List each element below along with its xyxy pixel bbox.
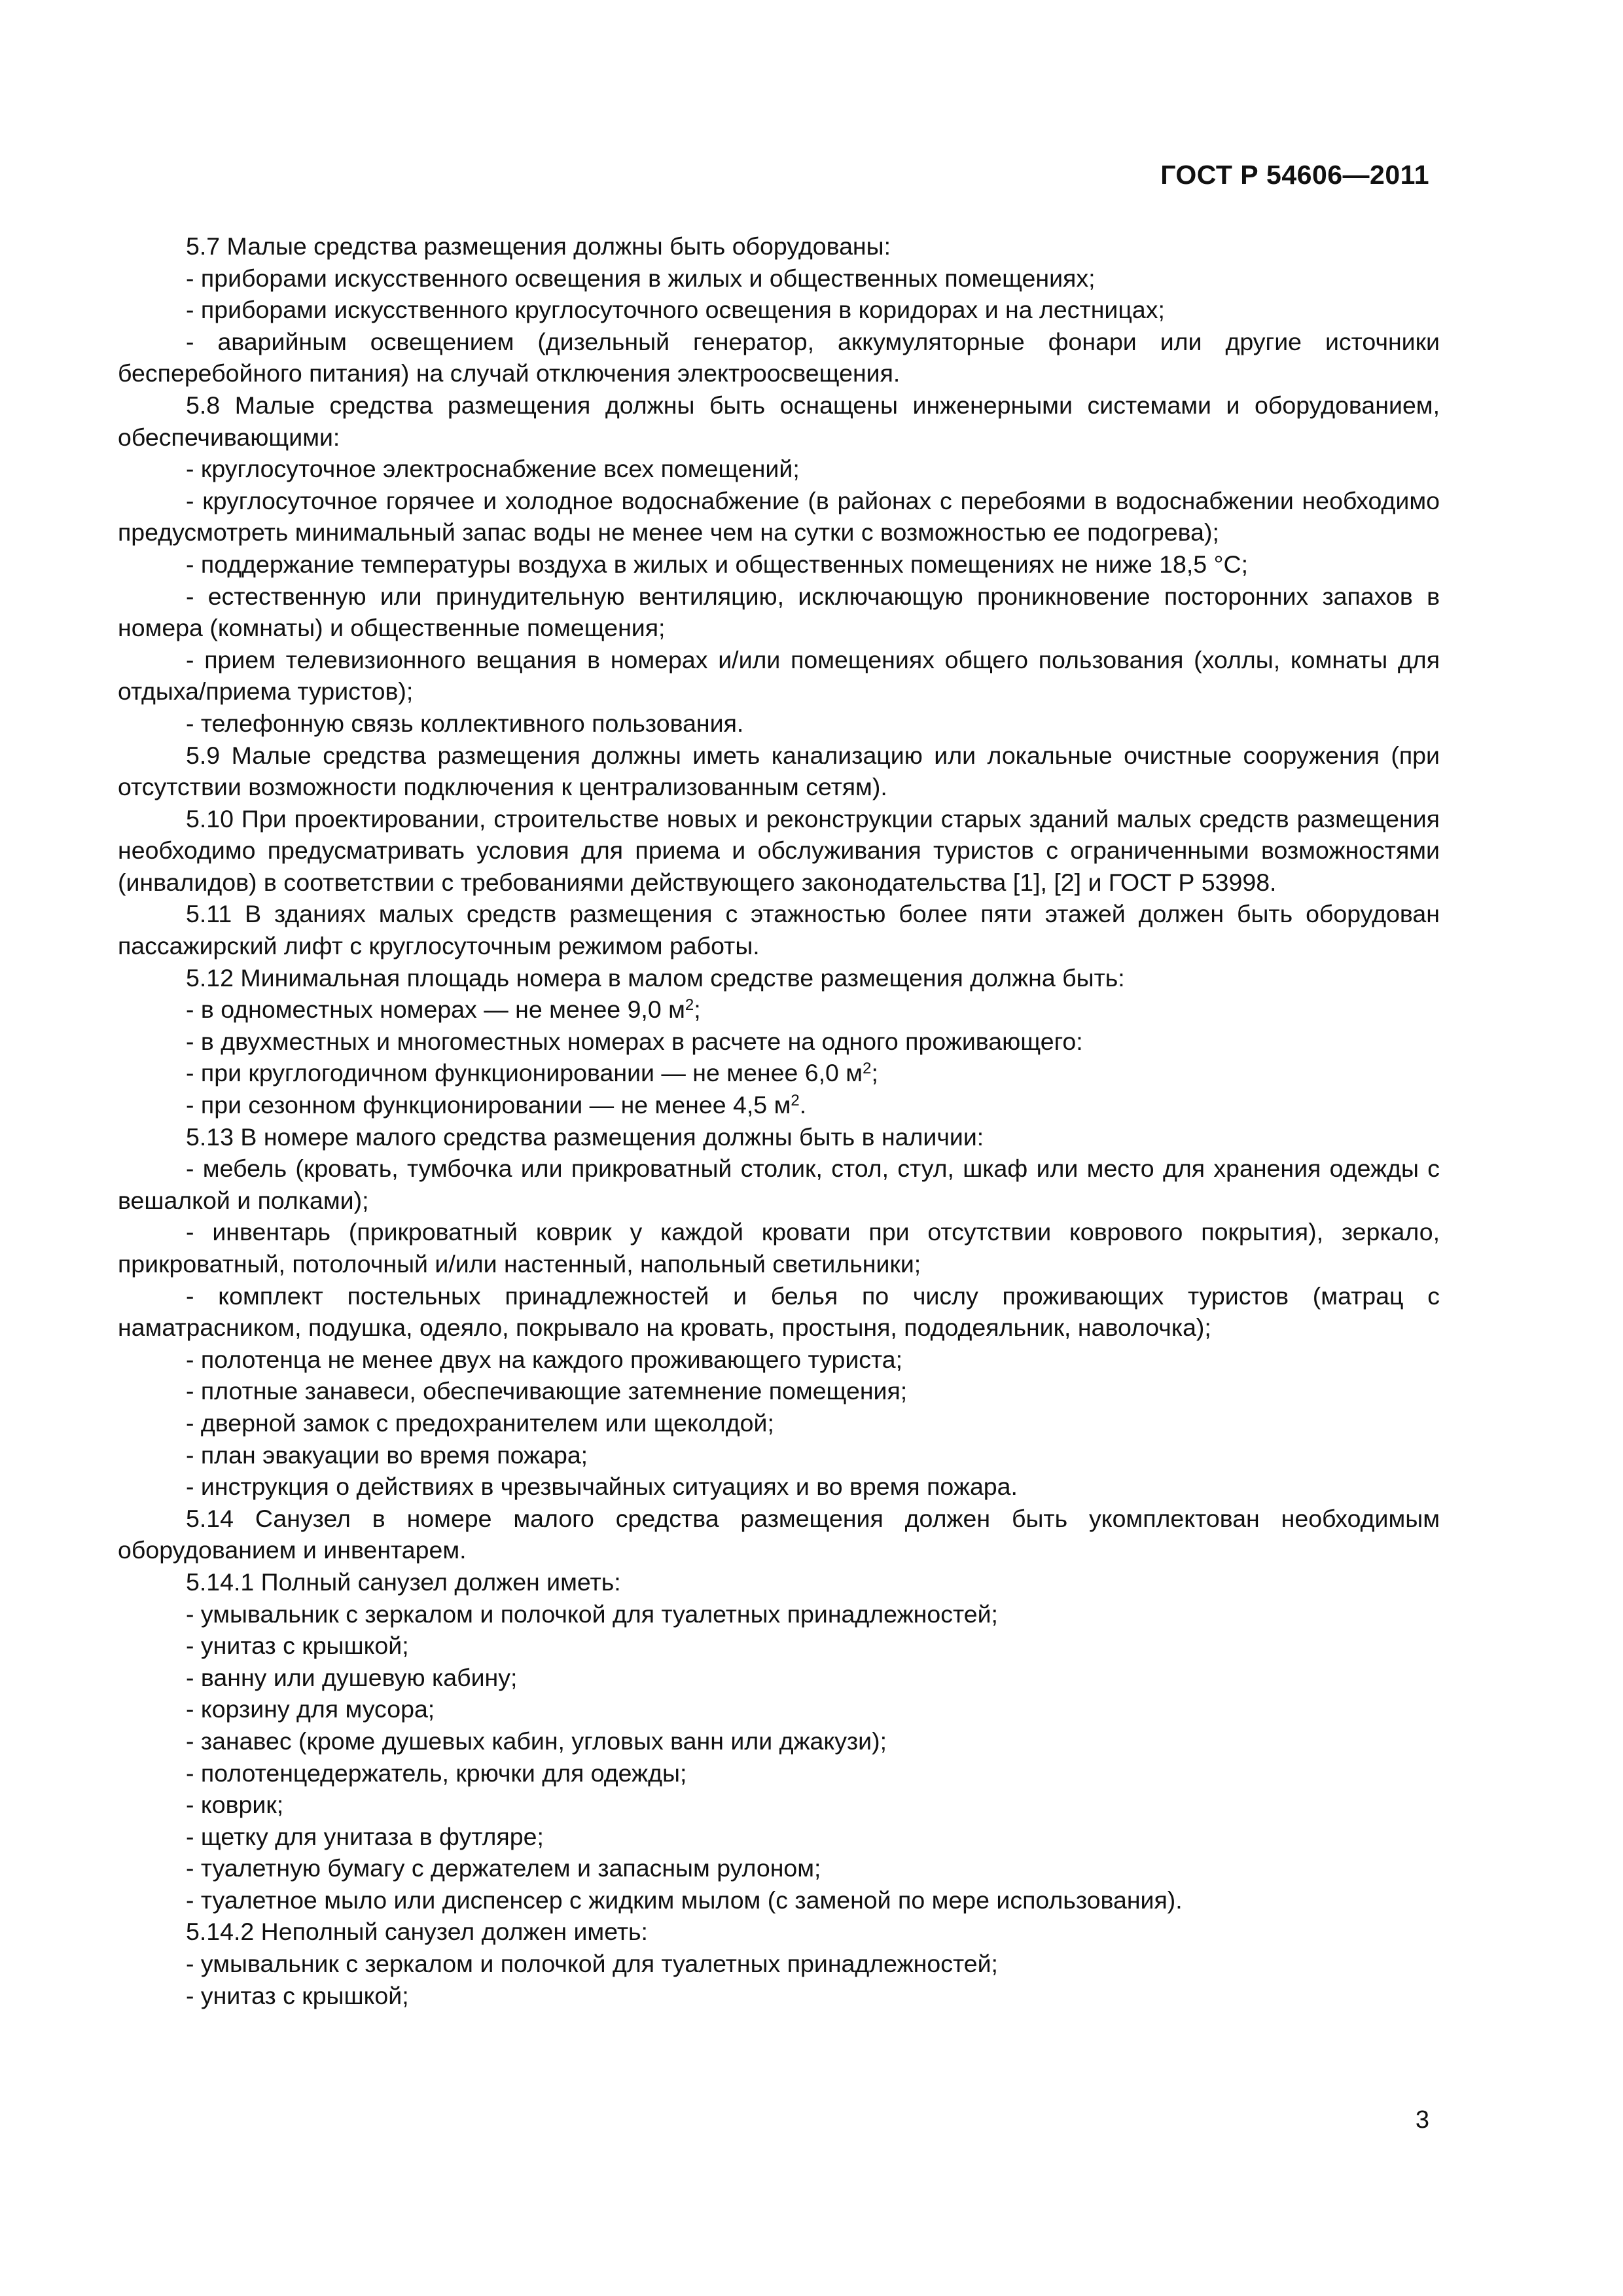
paragraph-text: - прием телевизионного вещания в номерах и/или помещениях общего пользования (холлы, комнаты для отдыха/приема туристов); [118, 645, 1440, 706]
document-body [118, 230, 1440, 2011]
paragraph [118, 740, 1440, 803]
paragraph-text: 5.8 Малые средства размещения должны быть оснащены инженерными системами и оборудованием, обеспечивающими: [118, 391, 1440, 451]
paragraph-text: - умывальник с зеркалом и полочкой для туалетных принадлежностей; [186, 1950, 998, 1978]
paragraph-text: - инструкция о действиях в чрезвычайных ситуациях и во время пожара. [186, 1473, 1018, 1501]
paragraph [118, 803, 1440, 899]
paragraph-text: - телефонную связь коллективного пользования. [186, 709, 744, 737]
paragraph-text: - унитаз с крышкой; [186, 1981, 409, 2009]
paragraph-text: - мебель (кровать, тумбочка или прикроватный столик, стол, стул, шкаф или место для хранения одежды с вешалкой и полками); [118, 1155, 1440, 1214]
superscript: 2 [791, 1092, 800, 1110]
paragraph-text: 5.10 При проектировании, строительстве новых и реконструкции старых зданий малых средств размещения необходимо предусматривать условия для приема и обслуживания туристов с ограниченными возможностями (инвалидов) в соответствии с требованиями действующего законодательства [1], [2] и ГОСТ Р 53998. [118, 804, 1440, 896]
paragraph-text: - комплект постельных принадлежностей и белья по числу проживающих туристов (матрац с наматрасником, подушка, одеяло, покрывало на кровать, простыня, пододеяльник, наволочка); [118, 1282, 1440, 1342]
paragraph [118, 1407, 1440, 1439]
superscript: 2 [863, 1060, 872, 1078]
paragraph [118, 230, 1440, 262]
document-header-standard: ГОСТ Р 54606—2011 [1160, 160, 1429, 190]
paragraph [118, 1216, 1440, 1280]
paragraph [118, 1280, 1440, 1344]
paragraph [118, 1630, 1440, 1662]
paragraph-text: - туалетное мыло или диспенсер с жидким мылом (с заменой по мере использования). [186, 1886, 1183, 1914]
paragraph [118, 1948, 1440, 1980]
paragraph-punctuation: . [799, 1091, 807, 1119]
paragraph-text: 5.14.2 Неполный санузел должен иметь: [186, 1918, 648, 1946]
paragraph [118, 962, 1440, 994]
paragraph [118, 294, 1440, 326]
paragraph [118, 548, 1440, 581]
paragraph-text: - круглосуточное горячее и холодное водоснабжение (в районах с перебоями в водоснабжении необходимо предусмотреть минимальный запас воды не менее чем на сутки с возможностью ее подогрева); [118, 486, 1440, 547]
paragraph [118, 1789, 1440, 1821]
paragraph [118, 485, 1440, 548]
paragraph [118, 1693, 1440, 1725]
paragraph-text: 5.9 Малые средства размещения должны иметь канализацию или локальные очистные сооружения (при отсутствии возможности подключения к централизованным сетям). [118, 741, 1440, 801]
paragraph-text: - при круглогодичном функционировании — не менее 6,0 м [186, 1059, 863, 1087]
paragraph [118, 994, 1440, 1026]
paragraph-text: 5.11 В зданиях малых средств размещения с этажностью более пяти этажей должен быть оборудован пассажирский лифт с круглосуточным режимом работы. [118, 900, 1440, 960]
paragraph [118, 1503, 1440, 1566]
paragraph [118, 1344, 1440, 1376]
paragraph [118, 1884, 1440, 1916]
paragraph [118, 1662, 1440, 1694]
paragraph [118, 1821, 1440, 1853]
paragraph [118, 262, 1440, 295]
paragraph-text: - коврик; [186, 1791, 284, 1819]
paragraph-text: - аварийным освещением (дизельный генератор, аккумуляторные фонари или другие источники бесперебойного питания) на случай отключения электроосвещения. [118, 327, 1440, 387]
paragraph-text: - поддержание температуры воздуха в жилых и общественных помещениях не ниже 18,5 °С; [186, 550, 1249, 578]
paragraph [118, 1980, 1440, 2012]
paragraph-text: 5.14.1 Полный санузел должен иметь: [186, 1568, 621, 1596]
paragraph [118, 898, 1440, 961]
paragraph-text: 5.12 Минимальная площадь номера в малом средстве размещения должна быть: [186, 963, 1125, 992]
paragraph-text: - занавес (кроме душевых кабин, угловых ванн или джакузи); [186, 1727, 887, 1755]
paragraph-text: - щетку для унитаза в футляре; [186, 1822, 544, 1850]
paragraph-text: - плотные занавеси, обеспечивающие затемнение помещения; [186, 1377, 908, 1405]
paragraph-text: - в двухместных и многоместных номерах в расчете на одного проживающего: [186, 1027, 1083, 1055]
paragraph [118, 708, 1440, 740]
paragraph-text: - естественную или принудительную вентиляцию, исключающую проникновение посторонних запахов в номера (комнаты) и общественные помещения; [118, 582, 1440, 642]
paragraph-text: - корзину для мусора; [186, 1695, 435, 1723]
paragraph [118, 1121, 1440, 1153]
paragraph [118, 1725, 1440, 1757]
paragraph-text: - умывальник с зеркалом и полочкой для туалетных принадлежностей; [186, 1600, 998, 1628]
superscript: 2 [685, 996, 694, 1014]
paragraph [118, 1598, 1440, 1630]
paragraph-text: - дверной замок с предохранителем или щеколдой; [186, 1408, 774, 1437]
paragraph [118, 1375, 1440, 1407]
paragraph-text: - круглосуточное электроснабжение всех помещений; [186, 455, 800, 483]
paragraph [118, 1026, 1440, 1058]
paragraph [118, 581, 1440, 644]
paragraph-text: - полотенца не менее двух на каждого проживающего туриста; [186, 1345, 903, 1373]
paragraph [118, 1916, 1440, 1948]
paragraph-text: - туалетную бумагу с держателем и запасным рулоном; [186, 1854, 821, 1882]
paragraph [118, 1153, 1440, 1216]
paragraph-text: 5.14 Санузел в номере малого средства размещения должен быть укомплектован необходимым оборудованием и инвентарем. [118, 1504, 1440, 1564]
paragraph [118, 453, 1440, 485]
paragraph-text: 5.7 Малые средства размещения должны быть оборудованы: [186, 232, 891, 260]
paragraph [118, 1089, 1440, 1121]
paragraph [118, 1852, 1440, 1884]
paragraph [118, 326, 1440, 389]
paragraph [118, 1471, 1440, 1503]
paragraph-text: - полотенцедержатель, крючки для одежды; [186, 1759, 687, 1787]
paragraph-punctuation: ; [871, 1059, 878, 1087]
paragraph-text: - при сезонном функционировании — не менее 4,5 м [186, 1091, 791, 1119]
paragraph-text: - приборами искусственного круглосуточного освещения в коридорах и на лестницах; [186, 296, 1165, 324]
paragraph-text: - ванну или душевую кабину; [186, 1663, 518, 1691]
paragraph-text: - в одноместных номерах — не менее 9,0 м [186, 996, 685, 1024]
paragraph [118, 1057, 1440, 1089]
page-number: 3 [1415, 2106, 1429, 2134]
paragraph-text: - инвентарь (прикроватный коврик у каждой кровати при отсутствии коврового покрытия), зеркало, прикроватный, потолочный и/или настенный, напольный светильники; [118, 1218, 1440, 1278]
paragraph-text: 5.13 В номере малого средства размещения должны быть в наличии: [186, 1122, 984, 1151]
paragraph [118, 1566, 1440, 1598]
paragraph [118, 644, 1440, 708]
paragraph [118, 1757, 1440, 1789]
paragraph [118, 389, 1440, 453]
paragraph-punctuation: ; [694, 996, 701, 1024]
paragraph-text: - план эвакуации во время пожара; [186, 1441, 588, 1469]
paragraph-text: - унитаз с крышкой; [186, 1632, 409, 1660]
paragraph [118, 1439, 1440, 1471]
paragraph-text: - приборами искусственного освещения в жилых и общественных помещениях; [186, 264, 1096, 292]
